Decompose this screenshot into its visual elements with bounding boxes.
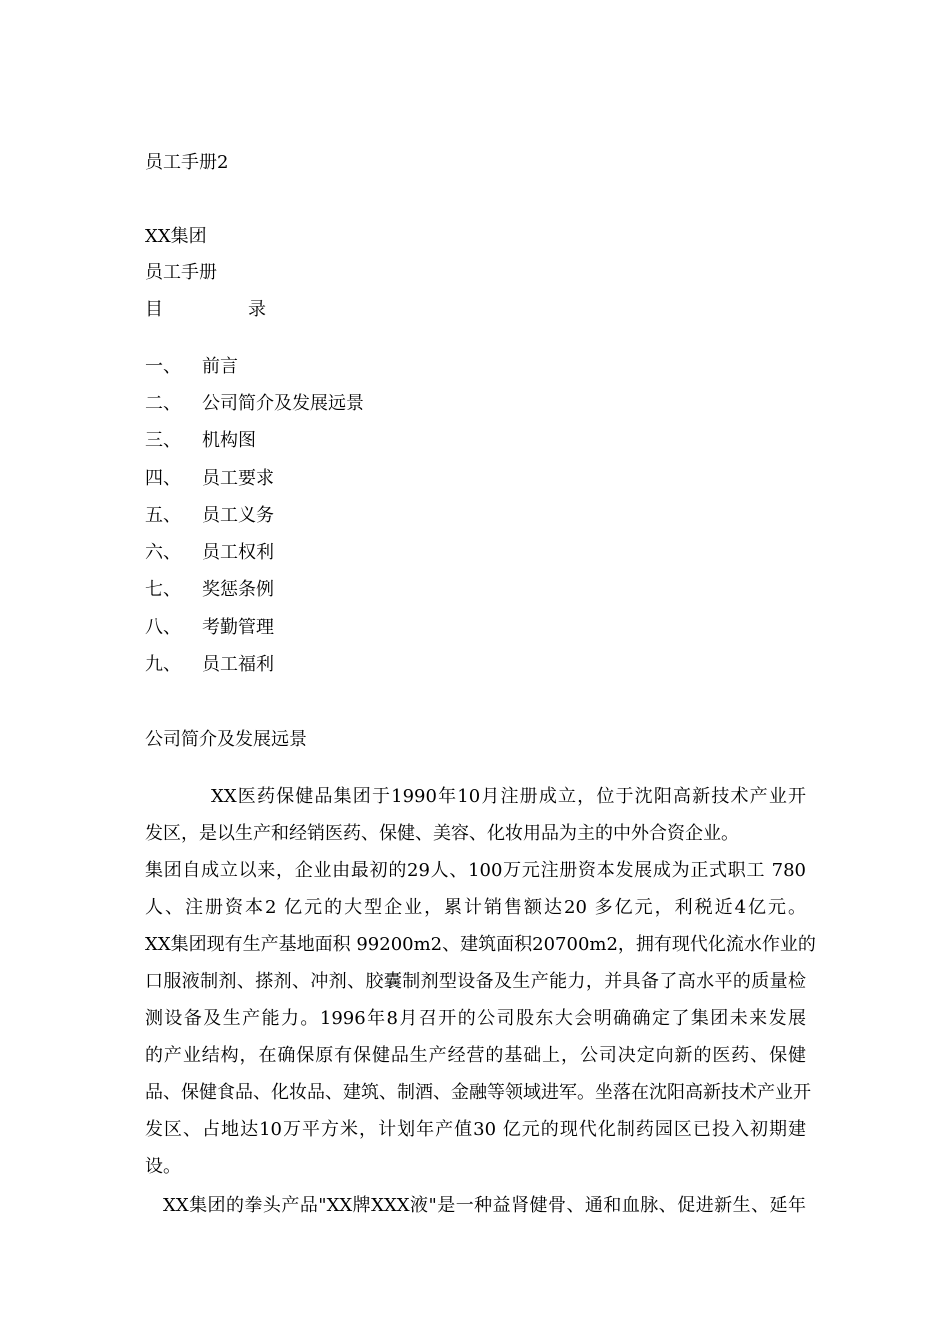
toc-item-number: 八、 bbox=[145, 617, 181, 638]
toc-item-number: 七、 bbox=[145, 579, 181, 600]
toc-item-label: 员工权利 bbox=[202, 542, 274, 563]
toc-item-number: 二、 bbox=[145, 393, 181, 414]
body-line: 人、注册资本2 亿元的大型企业，累计销售额达20 多亿元，利税近4亿元。 bbox=[145, 897, 806, 918]
toc-item-number: 一、 bbox=[145, 356, 181, 377]
toc-item-number: 三、 bbox=[145, 430, 181, 451]
group-name: XX集团 bbox=[145, 226, 207, 247]
toc-item-number: 五、 bbox=[145, 505, 181, 526]
body-line: 品、保健食品、化妆品、建筑、制酒、金融等领域进军。坐落在沈阳高新技术产业开 bbox=[145, 1082, 811, 1103]
toc-heading-left: 目 bbox=[145, 299, 163, 320]
body-line: 发区，是以生产和经销医药、保健、美容、化妆用品为主的中外合资企业。 bbox=[145, 823, 739, 844]
body-line: 设。 bbox=[145, 1156, 181, 1177]
body-line: 口服液制剂、搽剂、冲剂、胶囊制剂型设备及生产能力，并具备了高水平的质量检 bbox=[145, 971, 806, 992]
toc-item-number: 九、 bbox=[145, 654, 181, 675]
body-line: XX集团的拳头产品"XX牌XXX液"是一种益肾健骨、通和血脉、促进新生、延年 bbox=[163, 1195, 806, 1216]
toc-item-label: 前言 bbox=[202, 356, 238, 377]
toc-item-label: 奖惩条例 bbox=[202, 579, 274, 600]
body-line: 发区、占地达10万平方米，计划年产值30 亿元的现代化制药园区已投入初期建 bbox=[145, 1119, 806, 1140]
toc-heading-right: 录 bbox=[248, 299, 266, 320]
body-line: XX集团现有生产基地面积 99200m2、建筑面积20700m2，拥有现代化流水作业的 bbox=[145, 934, 816, 955]
toc-item-label: 公司简介及发展远景 bbox=[202, 393, 364, 414]
toc-item-label: 员工福利 bbox=[202, 654, 274, 675]
toc-item-label: 员工要求 bbox=[202, 468, 274, 489]
body-line: 测设备及生产能力。1996年8月召开的公司股东大会明确确定了集团未来发展 bbox=[145, 1008, 806, 1029]
toc-item-number: 六、 bbox=[145, 542, 181, 563]
body-line: 的产业结构，在确保原有保健品生产经营的基础上，公司决定向新的医药、保健 bbox=[145, 1045, 806, 1066]
toc-item-label: 考勤管理 bbox=[202, 617, 274, 638]
section-heading: 公司简介及发展远景 bbox=[145, 729, 307, 750]
toc-item-number: 四、 bbox=[145, 468, 181, 489]
manual-name: 员工手册 bbox=[145, 262, 217, 283]
toc-item-label: 机构图 bbox=[202, 430, 256, 451]
body-line: XX医药保健品集团于1990年10月注册成立，位于沈阳高新技术产业开 bbox=[211, 786, 806, 807]
doc-title: 员工手册2 bbox=[145, 152, 229, 173]
body-line: 集团自成立以来，企业由最初的29人、100万元注册资本发展成为正式职工 780 bbox=[145, 860, 806, 881]
toc-item-label: 员工义务 bbox=[202, 505, 274, 526]
